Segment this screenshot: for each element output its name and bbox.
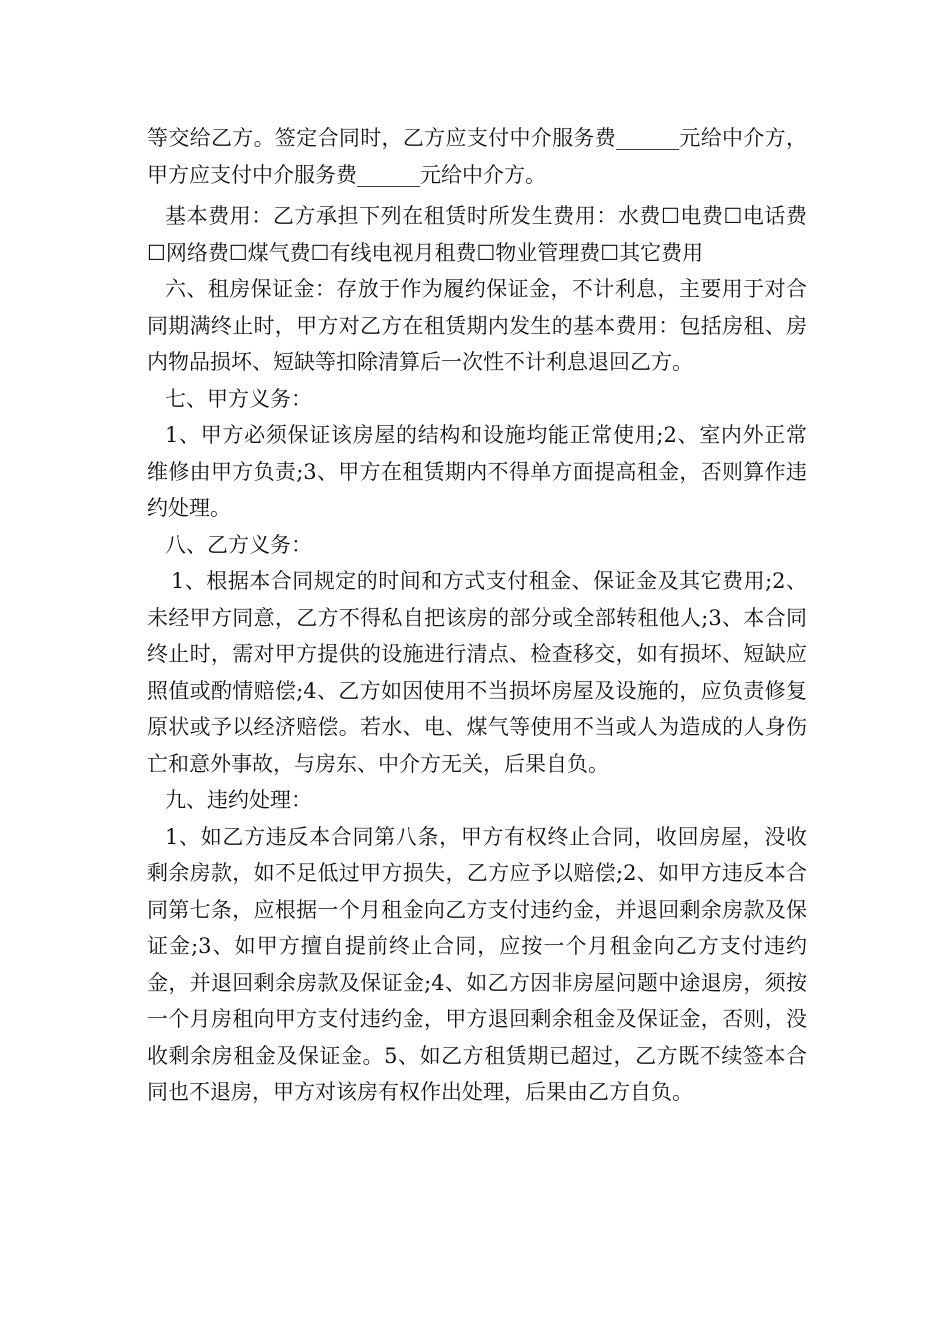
heading-breach-handling: 九、违约处理： [165,788,312,812]
paragraph-breach-handling: 1、如乙方违反本合同第八条，甲方有权终止合同，收回房屋，没收剩余房款，如不足低过甲方损失，乙方应予以赔偿;2、如甲方违反本合同第七条，应根据一个月租金向乙方支付违约金，并退回剩余房款及保证金;3、如甲方擅自提前终止合同，应按一个月租金向乙方支付违约金，并退回剩余房款及保证金;4、如乙方因非房屋问题中途退房，须按一个月房租向甲方支付违约金，甲方退回剩余租金及保证金，否则，没收剩余房租金及保证金。5、如乙方租赁期已超过，乙方既不续签本合同也不退房，甲方对该房有权作出处理，后果由乙方自负。 [147,824,807,1104]
paragraph-party-b-obligations: 1、根据本合同规定的时间和方式支付租金、保证金及其它费用;2、未经甲方同意，乙方不得私自把该房的部分或全部转租他人;3、本合同终止时，需对甲方提供的设施进行清点、检查移交，如有损坏、短缺应照值或酌情赔偿;4、乙方如因使用不当损坏房屋及设施的，应负责修复原状或予以经济赔偿。若水、电、煤气等使用不当或人为造成的人身伤亡和意外事故，与房东、中介方无关，后果自负。 [147,569,807,776]
paragraph-party-a-obligations: 1、甲方必须保证该房屋的结构和设施均能正常使用;2、室内外正常维修由甲方负责;3、甲方在租赁期内不得单方面提高租金，否则算作违约处理。 [147,423,807,520]
paragraph-basic-costs: 基本费用：乙方承担下列在租赁时所发生费用：水费☐电费☐电话费☐网络费☐煤气费☐有线电视月租费☐物业管理费☐其它费用 [147,204,807,265]
paragraph-deposit: 六、租房保证金：存放于作为履约保证金，不计利息，主要用于对合同期满终止时，甲方对乙方在租赁期内发生的基本费用：包括房租、房内物品损坏、短缺等扣除清算后一次性不计利息退回乙方。 [147,277,807,374]
document-body [147,120,807,1111]
heading-party-b-obligations: 八、乙方义务： [165,532,312,557]
paragraph-intermediary-fee: 等交给乙方。签定合同时，乙方应支付中介服务费______元给中介方，甲方应支付中介服务费______元给中介方。 [147,126,807,187]
heading-party-a-obligations: 七、甲方义务： [165,386,312,411]
